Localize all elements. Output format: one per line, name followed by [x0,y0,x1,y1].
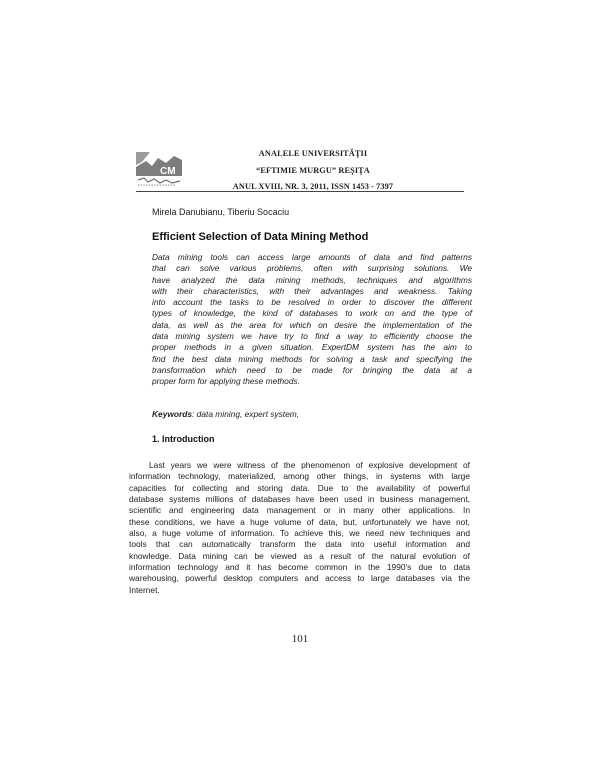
page-number: 101 [291,633,309,645]
body-line: information technology, materialized, among other things, in systems with large [129,471,470,482]
keywords-text: : data mining, expert system, [192,409,300,419]
header-rule [136,191,464,192]
abstract-line: data mining system we have try to find a way to efficiently choose the [152,331,472,342]
abstract-line: with their characteristics, with their advantages and weakness. Taking [152,285,472,296]
paper-title: Efficient Selection of Data Mining Method [152,231,369,243]
body-line: tools that can automatically transform the data into useful information and [129,539,470,550]
abstract-line: proper methods in a given situation. ExpertDM system has the aim to [152,342,472,353]
keywords [152,409,299,419]
logo-text: CM [160,166,176,177]
abstract-line: that can solve various problems, often with surprising solutions. We [152,263,472,274]
journal-logo [136,152,182,190]
body-line: warehousing, powerful desktop computers and access to large databases via the [129,573,470,584]
body-line: database systems millions of databases have been used in business management, [129,494,470,505]
body-line: knowledge. Data mining can be viewed as a result of the natural evolution of [129,550,470,561]
abstract-line: data, as well as the area for which on desire the implementation of the [152,319,472,330]
body-line: these conditions, we have a huge volume of data, but, unfortunately we have not, [129,516,470,527]
abstract-line: find the best data mining methods for solving a task and specifying the [152,353,472,364]
abstract-line: types of knowledge, the kind of databases to work on and the type of [152,308,472,319]
body-line: capacities for collecting and storing data. Due to the availability of powerful [129,482,470,493]
abstract [152,252,472,388]
body-paragraph [129,460,470,596]
body-line: also, a huge volume of information. To achieve this, we need new techniques and [129,528,470,539]
journal-name-line2: “EFTIMIE MURGU” REŞIŢA [256,166,370,175]
abstract-line: proper form for applying these methods. [152,376,300,387]
body-line: scientific and engineering data management or in many other applications. In [129,505,470,516]
body-line: information technology and it has become common in the 1990's due to data [129,562,470,573]
journal-name-line1: ANALELE UNIVERSITĂŢII [258,149,368,158]
body-line: Internet. [129,584,160,595]
body-line: Last years we were witness of the phenomenon of explosive development of [149,460,470,470]
abstract-line: have analyzed the data mining methods, techniques and algorithms [152,274,472,285]
section-heading: 1. Introduction [152,434,215,444]
keywords-label: Keywords [152,409,193,419]
journal-issue-line: ANUL XVIII, NR. 3, 2011, ISSN 1453 - 7397 [232,182,394,191]
authors: Mirela Danubianu, Tiberiu Socaciu [152,207,290,217]
abstract-line: Data mining tools can access large amounts of data and find patterns [152,252,472,262]
abstract-line: into account the tasks to be resolved in order to discover the different [152,297,472,308]
abstract-line: transformation which need to be made for bringing the data at a [152,364,472,375]
